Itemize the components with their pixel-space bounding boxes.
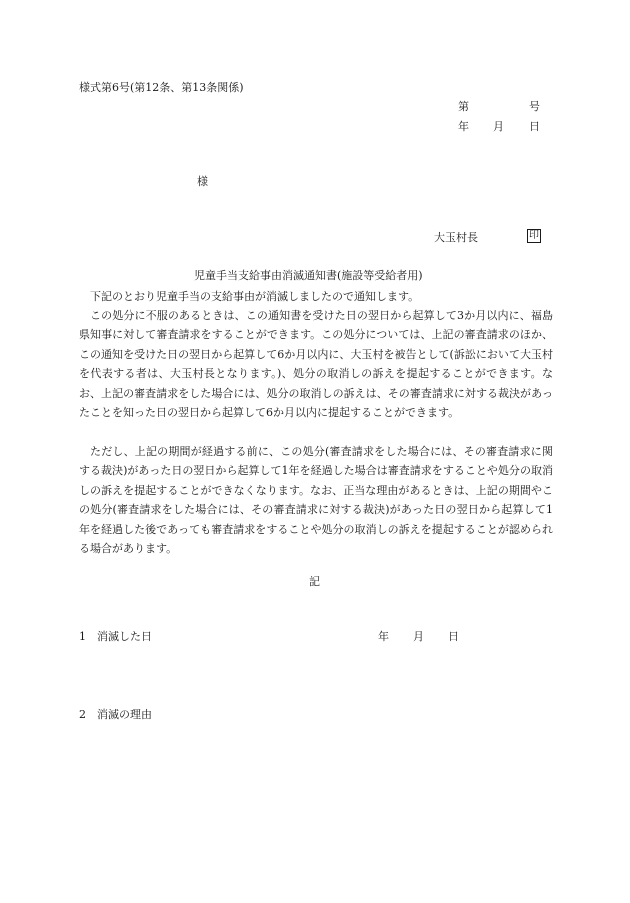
- form-number: 様式第6号(第12条、第13条関係): [79, 81, 244, 94]
- notice-paragraph: 下記のとおり児童手当の支給事由が消滅しましたので通知します。: [90, 290, 420, 303]
- seal-label: 印: [529, 230, 539, 241]
- ki-heading: 記: [309, 575, 320, 588]
- document-title: 児童手当支給事由消滅通知書(施設等受給者用): [194, 269, 423, 282]
- item-number: 1: [79, 630, 86, 643]
- termination-month-label: 月: [413, 630, 424, 643]
- appeal-paragraph: この処分に不服のあるときは、この通知書を受けた日の翌日から起算して3か月以内に、福島県知事に対して審査請求をすることができます。この処分については、上記の審査請求のほか、この通知を受けた日の翌日から起算して6か月以内に、大玉村を被告として(訴訟において大玉村を代表する者は、大玉村長となります。)、処分の取消しの訴えを提起することができます。なお、上記の審査請求をした場合には、処分の取消しの訴えは、その審査請求に対する裁決があったことを知った日の翌日から起算して6か月以内に提起することができます。: [79, 309, 553, 420]
- termination-day-label: 日: [448, 630, 459, 643]
- number-suffix: 号: [529, 100, 540, 113]
- seal-stamp-box: [527, 229, 541, 243]
- item-number: 2: [79, 708, 86, 721]
- date-day-label: 日: [529, 120, 540, 133]
- date-year-label: 年: [458, 120, 469, 133]
- item-label-termination-date: 消滅した日: [97, 630, 152, 643]
- item-label-termination-reason: 消滅の理由: [97, 708, 152, 721]
- termination-year-label: 年: [378, 630, 389, 643]
- number-prefix: 第: [458, 100, 469, 113]
- issuer-name: 大玉村長: [434, 231, 478, 244]
- date-month-label: 月: [493, 120, 504, 133]
- proviso-paragraph: ただし、上記の期間が経過する前に、この処分(審査請求をした場合には、その審査請求に関する裁決)があった日の翌日から起算して1年を経過した場合は審査請求をすることや処分の取消しの訴えを提起することができなくなります。なお、正当な理由があるときは、上記の期間やこの処分(審査請求をした場合には、その審査請求に対する裁決)があった日の翌日から起算して1年を経過した後であっても審査請求をすることや処分の取消しの訴えを提起することが認められる場合があります。: [79, 445, 553, 556]
- addressee-honorific: 様: [197, 175, 208, 188]
